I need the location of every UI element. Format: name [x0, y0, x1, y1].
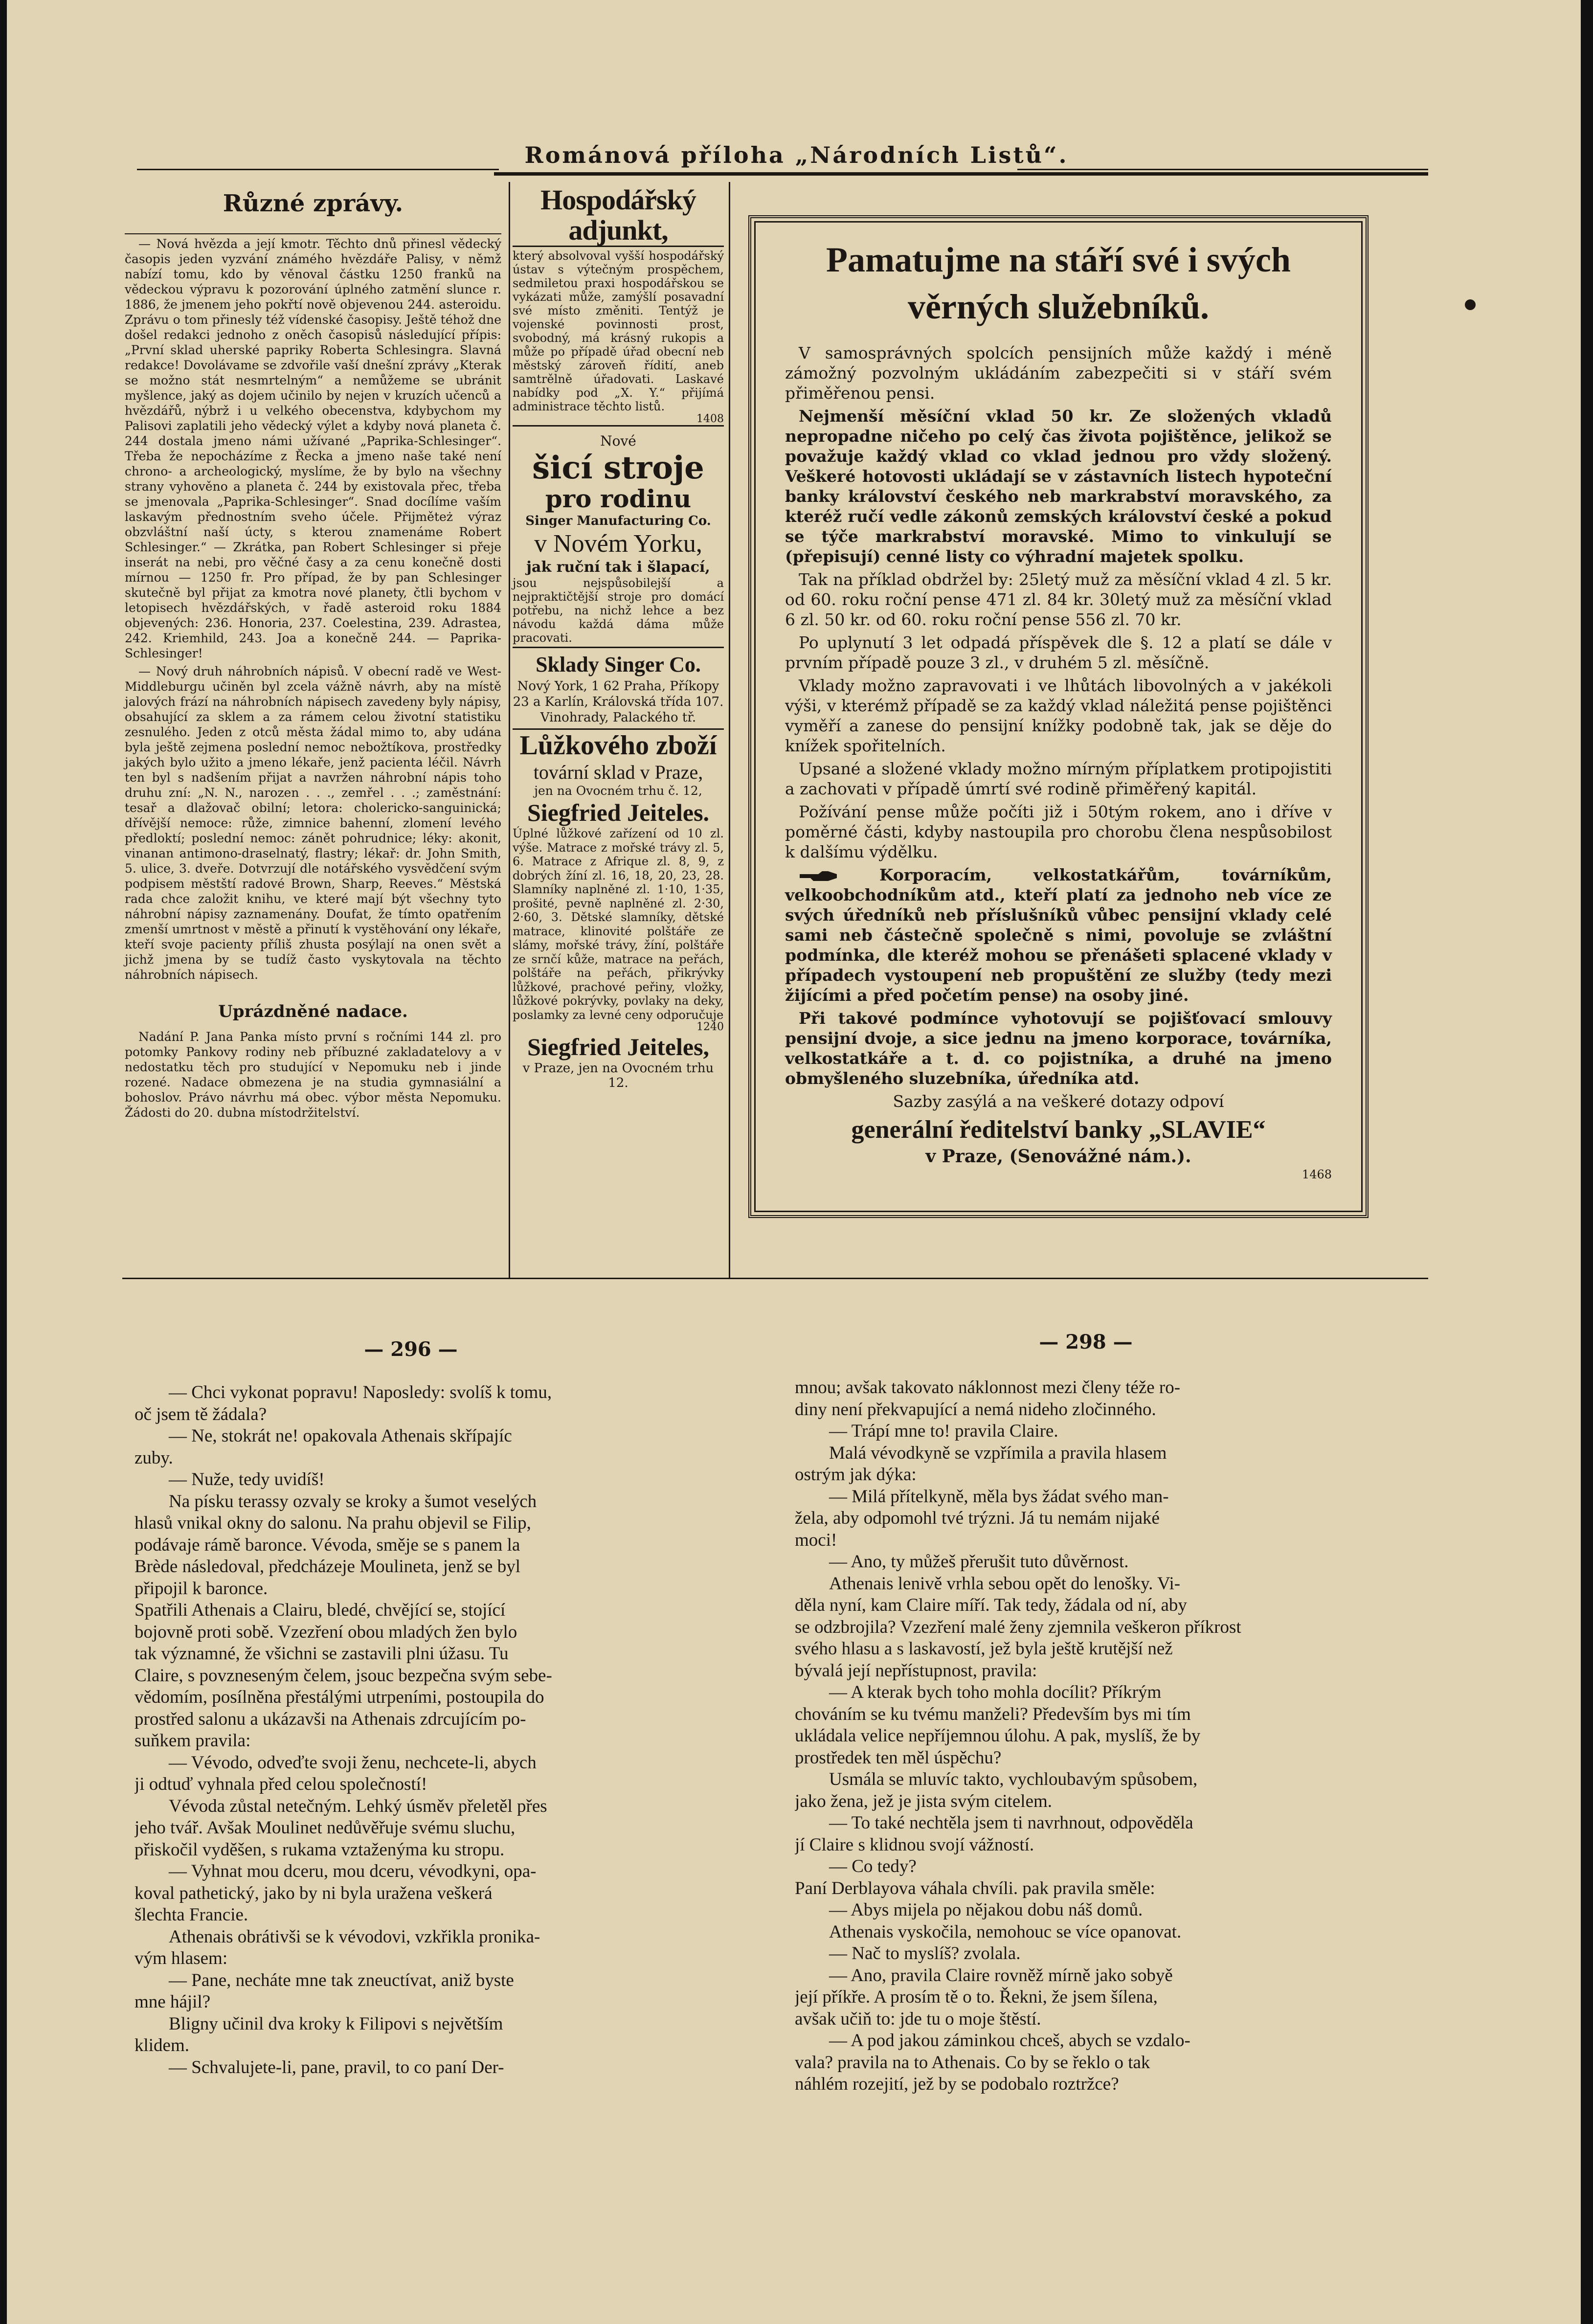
singer-title: šicí stroje [532, 450, 704, 486]
story-line: — A pod jakou záminkou chceš, abych se vzdalo- [829, 2031, 1190, 2051]
story-line: suňkem pravila: [135, 1731, 251, 1751]
slavia-p9: Při takové podmínce vyhotovují se pojišťovací smlouvy pensijní dvoje, a sice jednu na jmeno korporace, továrníka, velkostatkáře a t. d. co pojistníka, a druhé na jmeno obmyšleného sluzebníka, úředníka atd. [785, 1009, 1332, 1088]
masthead-rule-left [137, 169, 499, 170]
jeiteles-name-2: Siegfried Jeiteles, [527, 1033, 710, 1060]
nadace-item: Nadání P. Jana Panka místo první s ročními 144 zl. pro potomky Pankovy rodiny neb příbuzné zakladatelovy a v nedostatku těch pro studující v Nepomuku neb i jinde rozené. Nadace obmezena je na studia gymnasiální a bohoslov. Právo návrhu má obec. výbor města Nepomuku. Žádosti do 20. dubna místodržitelství. [125, 1030, 501, 1120]
story-line: — Abys mijela po nějakou dobu náš domů. [829, 1900, 1143, 1920]
slavia-number: 1468 [1301, 1168, 1332, 1181]
slavia-body [785, 343, 1332, 1111]
story-line: moci! [795, 1530, 837, 1550]
singer-text-2: jsou nejspůsobilejší a nejpraktičtější stroje pro domácí potřebu, na nichž lehce a bez návodu každá dáma může pracovati. [513, 576, 724, 648]
story-line: mnou; avšak takovato náklonnost mezi členy téže ro- [795, 1377, 1181, 1398]
slavia-ad-frame [748, 215, 1369, 1218]
story-line: — Co tedy? [829, 1856, 917, 1876]
story-line: oč jsem tě žádala? [135, 1404, 267, 1424]
news-column [125, 188, 501, 1123]
story-line: Claire, s povzneseným čelem, jsouc bezpečna svým sebe- [135, 1665, 552, 1686]
story-line: podávaje rámě baronce. Vévoda, směje se s panem la [135, 1534, 520, 1555]
story-line: Vévoda zůstal netečným. Lehký úsměv přeletěl přes [169, 1796, 547, 1816]
story-line: připojil k baronce. [135, 1578, 268, 1599]
story-line: — Nuže, tedy uvidíš! [169, 1469, 325, 1489]
story-line: koval pathetický, jako by ni byla uražena veškerá [135, 1883, 493, 1903]
column-rule-2 [729, 182, 730, 1278]
adjunkt-title: Hospodářský adjunkt, [513, 185, 724, 247]
story-line: Na písku terassy ozvaly se kroky a šumot veselých [169, 1491, 537, 1512]
slavia-signature-1: generální ředitelství banky „SLAVIE“ [851, 1116, 1266, 1144]
upper-section-bottom-rule [122, 1278, 1428, 1279]
story-line: Brède následoval, předcházeje Moulineta, jenž se byl [135, 1557, 521, 1577]
slavia-p6: Upsané a složené vklady možno mírným příplatkem protipojistiti a zachovati v případě úmrtí své rodině přiměřený kapitál. [785, 759, 1332, 798]
slavia-p3: Tak na příklad obdržel by: 25letý muž za měsíční vklad 4 zl. 5 kr. od 60. roku roční pense 471 zl. 84 kr. 30letý muž za měsíční vklad 6 zl. 50 kr. od 60. roku roční pense 556 zl. 70 kr. [785, 570, 1332, 629]
nadace-heading: Uprázdněné nadace. [218, 1002, 408, 1021]
story-line: — Nač to myslíš? zvolala. [829, 1943, 1021, 1963]
story-line: ji odtuď vyhnala před celou společností! [135, 1774, 427, 1794]
news-item-nova-hvezda: — Nová hvězda a její kmotr. Těchto dnů přinesl vědecký časopis jeden vyzvání známého hvězdáře Palisy, v němž nabízí tomu, kdo by věnoval částku 1250 franků na vědeckou výpravu k pozorování úplného zatmění slunce r. 1886, že jmenem jeho pokřtí nově objevenou 244. asteroidu. Zprávu o tom přinesly též vídenské časopisy. Ještě téhož dne došel redakci jednoho z oněch časopisů následující přípis: „První sklad uherské papriky Roberta Schlesingra. Slavná redakce! Dovolávame se zdvořile vaší dnešní zprávy „Kterak se možno stát nesmrtelným“ a nemůžeme se ubránit myšlence, jaký as dojem učinilo by nejen v kruzích učenců a hvězdářů, nýbrž i u velkého obecenstva, kdybychom my Palisovi zaplatili jeho vědecký výlet a kdyby nová planeta č. 244 dostala jmeno námi užívané „Paprika-Schlesinger“. Třeba že nepocházíme z Řecka a jmeno naše také není chrono- a archeologický, myslíme, že by bylo na všechny strany vyhověno a planeta č. 244 by existovala přec, třeba se jmenovala „Paprika-Schlesinger“. Snad docílíme vaším laskavým přednostním sveho účele. Přijměteż výraz obzvláštní naší úcty, s kterou znamenáme Robert Schlesinger.“ — Zkrátka, pan Robert Schlesinger si přeje inserát na nebi, pro věčné časy a za cenu konečně dosti mírnou — 1250 fr. Pro případ, že by pan Schlesinger skutečně byl přijat za kmotra nové planety, čtli bychom v letopisech hvězdářských, v řadě asteroid roku 1884 objevených: 236. Honoria, 237. Coelestina, 239. Adrastea, 242. Kriemhild, 243. Joa a konečně 244. — Paprika-Schlesinger! [125, 237, 501, 660]
page-number-296: — 296 — [364, 1338, 458, 1361]
story-line: její příkře. A prosím tě o to. Řekni, že jsem šílena, [795, 1987, 1158, 2007]
story-line: Paní Derblayova váhala chvíli. pak pravila směle: [795, 1878, 1155, 1898]
story-line: bojovně proti sobě. Vzezření obou mladých žen bylo [135, 1622, 517, 1642]
slavia-p10: Sazby zasýlá a na veškeré dotazy odpoví [893, 1092, 1224, 1111]
story-line: ostrým jak dýka: [795, 1465, 917, 1485]
news-item-nahrobni-napisy: — Nový druh náhrobních nápisů. V obecní radě ve West-Middleburgu učiněn byl zcela vážně návrh, aby na místě jalových frází na náhrobních nápisech zavedeny byly nápisy, obsahující za sklem a za rámem celou životní statistiku zesnulého. Jeden z otců města žádal mimo to, aby udána byla ještě zejmena poslední nemoc nebožtíkova, prostředky jakých bylo užito a jmeno lékaře, jenž pacienta léčil. Návrh ten byl s nadšením přijat a navržen náhrobní nápis toho druhu zní: „N. N., narozen . . ., zemřel . . .; zaměstnání: tesař a dlažovač obilní; letora: cholericko-sanguinická; dřívější nemoce: růže, zimnice bahenní, zlomení levého předloktí; poslední nemoc: zánět pohrudnice; léky: akonit, vinanan antimono-draselnatý, flastry; lékař: dr. John Smith, 5. ulice, 3. dveře. Dotvrzují dle notářského vysvědčení svým podpisem městští radové Brown, Sharp, Reeves.“ Městská rada chce založit knihu, ve které mají být všechny tyto náhrobní nápisy zaznamenány. Doufat, že tímto opatřením zmenší umrtnost v městě a přinutí k vystěhování ony lékaře, kteří svoje pacienty příliš zhusta posýlají na onen svět a jichž jmena by se tudíž často vyskytovala na těchto náhrobních nápisech. [125, 664, 501, 982]
luzkove-subtitle: tovární sklad v Praze, [533, 761, 703, 783]
luzkove-number: 1240 [696, 1021, 724, 1033]
sklady-text: Nový York, 1 62 Praha, Příkopy 23 a Karlín, Královská třída 107. Vinohrady, Palackého tř. [513, 678, 724, 730]
story-line: Malá vévodkyně se vzpřímila a pravila hlasem [829, 1443, 1167, 1463]
adjunkt-number: 1408 [513, 413, 724, 427]
scan-edge-left [0, 0, 7, 2324]
story-line: klidem. [135, 2035, 190, 2055]
page-number-298: — 298 — [1039, 1331, 1133, 1354]
jeiteles-address: v Praze, jen na Ovocném trhu 12. [522, 1061, 714, 1090]
masthead: Románová příloha „Národních Listů“. [524, 142, 1069, 168]
story-line: tak významné, že všichni se zastavili plni úžasu. Tu [135, 1644, 509, 1664]
slavia-title: Pamatujme na stáří své i svých věrných služebníků. [826, 240, 1291, 326]
story-line: vým hlasem: [135, 1948, 228, 1968]
story-line: jako žena, jež je jista svým citelem. [795, 1791, 1053, 1811]
story-line: — Schvalujete-li, pane, pravil, to co paní Der- [169, 2057, 504, 2077]
slavia-p4: Po uplynutí 3 let odpadá příspěvek dle §. 12 a platí se dále v prvním případě pouze 3 zl., v druhém 5 zl. měsíčně. [785, 633, 1332, 672]
story-line: žela, aby odpomohl tvé trýzni. Já tu nemám nijaké [795, 1508, 1160, 1528]
slavia-p2: Nejmenší měsíční vklad 50 kr. Ze složených vkladů nepropadne ničeho po celý čas života pojištěnce, jelikož se považuje každý vklad co vklad jednou pro vždy složený. Veškeré hotovosti ukládají se v zástavních listech hypoteční banky království českého neb markrabství moravského, za kteréž ručí vedle zákonů zemských království české a pokud se týče markrabství moravské. Mimo to vinkulují se (přepisují) cenné listy co výhradní majetek spolku. [785, 406, 1332, 566]
pointing-hand-icon [799, 869, 838, 883]
story-line: náhlém rozejití, jež by se podobalo roztržce? [795, 2074, 1119, 2094]
story-line: Athenais lenivě vrhla sebou opět do lenošky. Vi- [829, 1573, 1181, 1594]
singer-new-york: v Novém Yorku, [534, 530, 702, 558]
story-line: Bligny učinil dva kroky k Filipovi s největším [169, 2013, 503, 2034]
slavia-ad [754, 221, 1363, 1212]
story-page-right [795, 1377, 1321, 2096]
luzkove-text: Úplné lůžkové zařízení od 10 zl. výše. Matrace z mořské trávy zl. 5, 6. Matrace z Afrique zl. 8, 9, z dobrých žíní zl. 16, 18, 20, 23, 28. Slamníky naplněné zl. 1·10, 1·35, prošité, pevně naplněné zl. 2·30, 2·60, 3. Dětské slamníky, dětské matrace, klinovité polštáře ze slámy, mořské trávy, žíní, polštáře ze srnčí kůže, matrace na peřách, polštáře na peřách, přikrývky lůžkové, prachové peřiny, vložky, lůžkové pokrývky, povlaky na deky, poslamky za levné ceny odporučuje [513, 827, 724, 1022]
slavia-p8: Korporacím, velkostatkářům, továrníkům, velkoobchodníkům atd., kteří platí za jednoho neb více ze svých úředníků neb příslušníků vůbec pensijní vklady celé sami neb částečně společně s nimi, povoluje se zvláštní podmínka, dle kteréž mohou se přenášeti splacené vklady v případech vystoupení neb propuštění ze služby (tedy mezi žijícími a před početím pense) na osoby jiné. [785, 865, 1332, 1005]
story-line: diny není překvapující a nemá nideho zločinného. [795, 1399, 1156, 1420]
slavia-p5: Vklady možno zapravovati i ve lhůtách libovolných a v jakékoli výši, v kterémž případě se za každý vklad náležitá pense pojištěnci vyměří a zanese do pensijní knížky podobně tak, jak se děje do knížek spořitelních. [785, 676, 1332, 755]
slavia-p7: Požívání pense může počíti již i 50tým rokem, ano i dříve v poměrné části, kdyby nastoupila pro chorobu člena nespůsobilost k dalšímu výdělku. [785, 802, 1332, 861]
story-page-left [135, 1382, 651, 2078]
story-line: mne hájil? [135, 1992, 211, 2012]
story-line: Usmála se mluvíc takto, vychloubavým spůsobem, [829, 1769, 1198, 1789]
story-line: děla nyní, kam Claire míří. Tak tedy, žádala od ní, aby [795, 1595, 1187, 1615]
story-line: — To také nechtěla jsem ti navrhnout, odpověděla [829, 1813, 1193, 1833]
story-line: — Trápí mne to! pravila Claire. [829, 1421, 1058, 1441]
luzkove-title: Lůžkového zboží [519, 730, 717, 761]
story-line: ukládala velice nepříjemnou úlohu. A pak, myslíš, že by [795, 1726, 1201, 1746]
story-line: přiskočil vyděšen, s rukama vztaženýma ku stropu. [135, 1839, 505, 1860]
column-rule-1 [509, 182, 510, 1278]
news-heading-rule [125, 233, 501, 234]
news-heading: Různé zprávy. [223, 190, 404, 217]
story-line: chováním se ku tvému manželi? Především bys mi tím [795, 1704, 1191, 1724]
story-line: avšak učiň to: jde tu o moje štěstí. [795, 2008, 1041, 2029]
story-line: vědomím, posílněna přestálými utrpeními, postoupila do [135, 1687, 544, 1707]
story-line: — Pane, necháte mne tak zneuctívat, aniž byste [169, 1970, 514, 1990]
story-line: svého hlasu a s laskavostí, jež byla ještě krutější než [795, 1639, 1173, 1659]
singer-nove: Nové [600, 433, 636, 449]
slavia-p1: V samosprávných spolcích pensijních může každý i méně zámožný pozvolným ukládáním zabezpečiti si v stáří svém přiměřenou pensi. [785, 343, 1332, 403]
story-line: jí Claire s klidnou svojí vážností. [795, 1834, 1034, 1855]
story-line: prostředek ten měl úspěchu? [795, 1747, 1002, 1768]
story-line: — Vévodo, odveďte svoji ženu, nechcete-li, abych [169, 1752, 537, 1773]
masthead-rule [494, 172, 1428, 176]
jeiteles-name-1: Siegfried Jeiteles. [527, 799, 710, 826]
story-line: Athenais obrátivši se k vévodovi, vzkřikla pronika- [169, 1926, 540, 1947]
masthead-rule-right [1017, 169, 1428, 170]
scan-edge-right [1581, 0, 1593, 2324]
singer-company: Singer Manufacturing Co. [525, 514, 711, 528]
adjunkt-text: který absolvoval vyšší hospodářský ústav s výtečným prospěchem, sedmiletou praxi hospodářskou se vykázati může, zamýšlí posavadní své místo změniti. Tentýž je vojenské povinnosti prost, svobodný, má krásný rukopis a může po případě úřad obecní neb městský zároveň řídití, aneb samtrělně úřadovati. Laskavé nabídky pod „X. Y.“ přijímá administrace těchto listů. [513, 249, 724, 413]
story-line: Athenais vyskočila, nemohouc se více opanovat. [829, 1921, 1182, 1942]
margin-dot [1465, 299, 1476, 310]
story-line: Spatřili Athenais a Clairu, bledé, chvějící se, stojící [135, 1600, 506, 1620]
story-line: — Chci vykonat popravu! Naposledy: svolíš k tomu, [169, 1382, 552, 1402]
luzkove-address: jen na Ovocném trhu č. 12, [534, 784, 702, 798]
story-line: — Milá přítelkyně, měla bys žádat svého man- [829, 1486, 1169, 1507]
story-line: — Ne, stokrát ne! opakovala Athenais skřípajíc [169, 1426, 512, 1446]
singer-text-1: jak ruční tak i šlapací, [526, 559, 710, 576]
sklady-title: Sklady Singer Co. [536, 653, 701, 677]
story-line: šlechta Francie. [135, 1905, 248, 1925]
news-body [125, 236, 501, 982]
story-line: jeho tvář. Avšak Moulinet nedůvěřuje svému sluchu, [135, 1818, 516, 1838]
slavia-signature-2: v Praze, (Senovážné nám.). [925, 1146, 1191, 1167]
singer-subtitle: pro rodinu [545, 484, 692, 513]
ads-column [513, 185, 724, 1090]
story-line: — Ano, pravila Claire rovněž mírně jako sobyě [829, 1965, 1173, 1986]
story-line: — Vyhnat mou dceru, mou dceru, vévodkyni, opa- [169, 1861, 537, 1881]
story-line: hlasů vnikal okny do salonu. Na prahu objevil se Filip, [135, 1513, 531, 1533]
story-line: — A kterak bych toho mohla docílit? Příkrým [829, 1682, 1162, 1702]
story-line: — Ano, ty můžeš přerušit tuto důvěrnost. [829, 1552, 1129, 1572]
nadace-body [125, 1029, 501, 1120]
story-line: prostřed salonu a ukázavši na Athenais zdrcujícím po- [135, 1709, 526, 1729]
story-line: zuby. [135, 1447, 173, 1468]
story-line: vala? pravila na to Athenais. Co by se řeklo o tak [795, 2052, 1150, 2073]
story-line: se odzbrojila? Vzezření malé ženy zjemnila veškeron příkrost [795, 1617, 1241, 1637]
story-line: bývalá její nepřístupnost, pravila: [795, 1660, 1037, 1681]
